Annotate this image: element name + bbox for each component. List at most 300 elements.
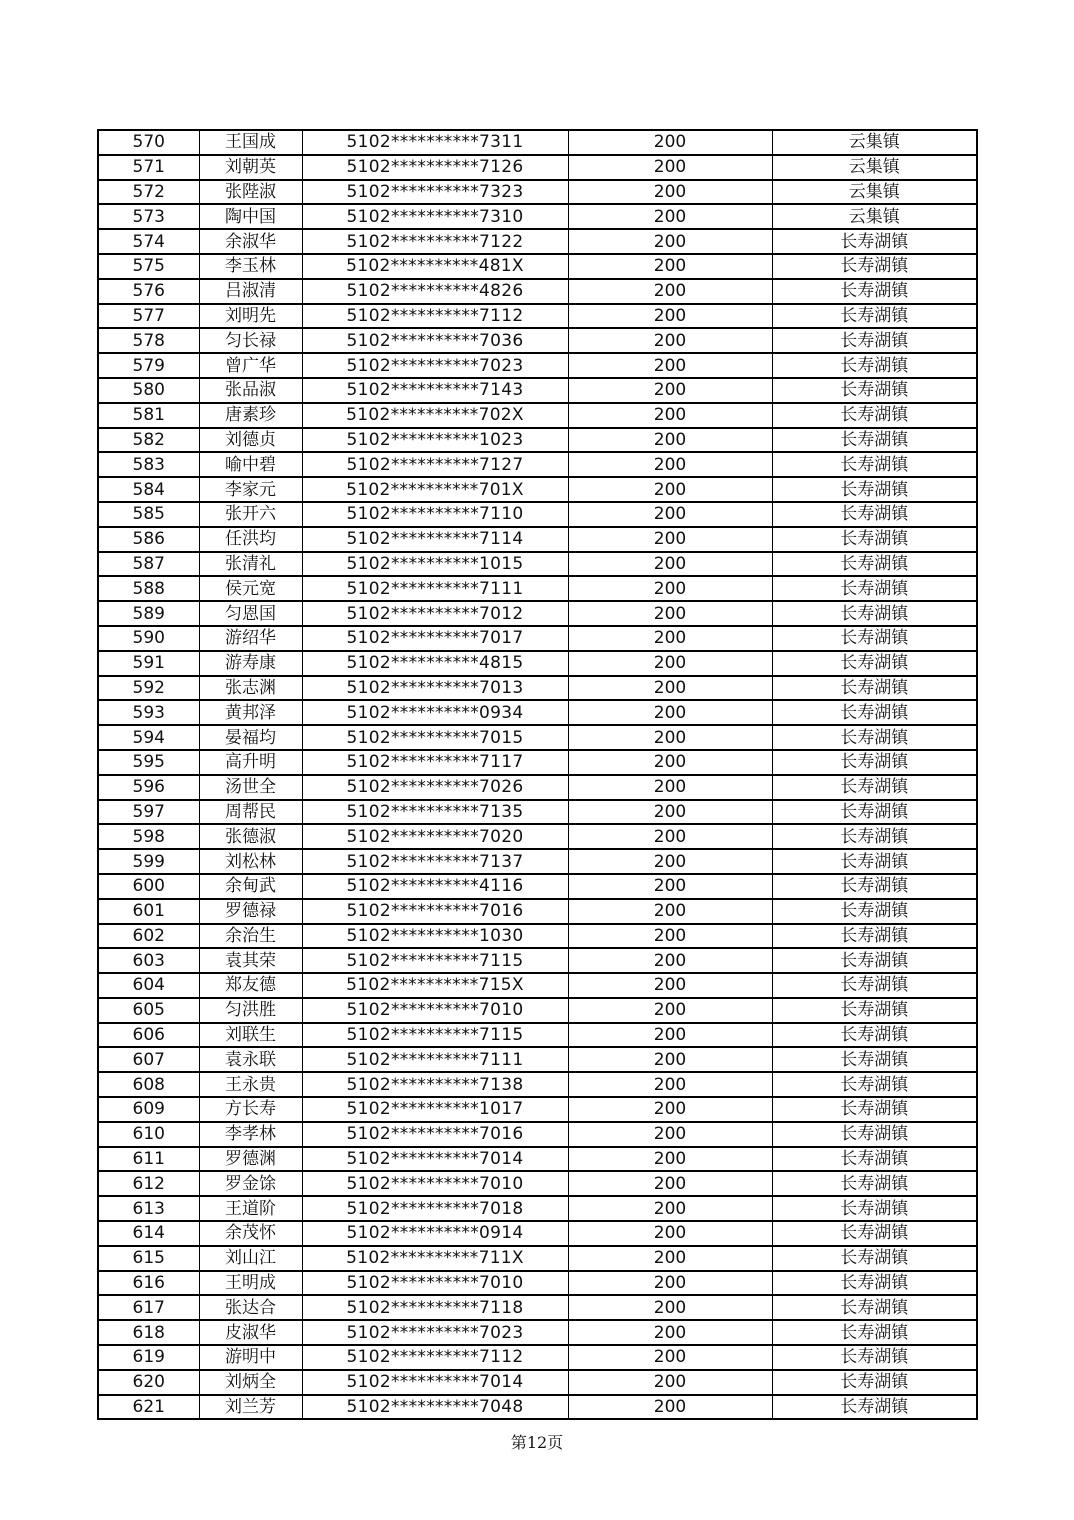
table-row — [98, 229, 977, 254]
amount-cell: 200 — [568, 1023, 772, 1048]
amount-cell: 200 — [568, 279, 772, 304]
name-cell: 喻中碧 — [199, 452, 302, 477]
amount-cell: 200 — [568, 651, 772, 676]
row-number-cell: 576 — [98, 279, 199, 304]
row-number-cell: 615 — [98, 1246, 199, 1271]
name-cell: 王明成 — [199, 1271, 302, 1296]
table-row — [98, 1122, 977, 1147]
name-cell: 袁永联 — [199, 1047, 302, 1072]
table-row — [98, 725, 977, 750]
town-cell: 长寿湖镇 — [772, 527, 977, 552]
town-cell: 云集镇 — [772, 204, 977, 229]
town-cell: 长寿湖镇 — [772, 700, 977, 725]
town-cell: 长寿湖镇 — [772, 1271, 977, 1296]
town-cell: 长寿湖镇 — [772, 403, 977, 428]
table-row — [98, 973, 977, 998]
row-number-cell: 609 — [98, 1097, 199, 1122]
town-cell: 长寿湖镇 — [772, 378, 977, 403]
row-number-cell: 616 — [98, 1271, 199, 1296]
row-number-cell: 585 — [98, 502, 199, 527]
id-number-cell: 5102**********7111 — [302, 576, 568, 601]
name-cell: 郑友德 — [199, 973, 302, 998]
row-number-cell: 598 — [98, 824, 199, 849]
table-row — [98, 155, 977, 180]
id-number-cell: 5102**********701X — [302, 477, 568, 502]
amount-cell: 200 — [568, 229, 772, 254]
table-row — [98, 254, 977, 279]
id-number-cell: 5102**********7012 — [302, 601, 568, 626]
town-cell: 长寿湖镇 — [772, 1370, 977, 1395]
id-number-cell: 5102**********7014 — [302, 1370, 568, 1395]
row-number-cell: 606 — [98, 1023, 199, 1048]
town-cell: 长寿湖镇 — [772, 279, 977, 304]
table-row — [98, 874, 977, 899]
table-row — [98, 700, 977, 725]
table-row — [98, 477, 977, 502]
id-number-cell: 5102**********7127 — [302, 452, 568, 477]
town-cell: 长寿湖镇 — [772, 1122, 977, 1147]
amount-cell: 200 — [568, 1097, 772, 1122]
amount-cell: 200 — [568, 973, 772, 998]
town-cell: 长寿湖镇 — [772, 1196, 977, 1221]
amount-cell: 200 — [568, 800, 772, 825]
id-number-cell: 5102**********7114 — [302, 527, 568, 552]
name-cell: 余淑华 — [199, 229, 302, 254]
id-number-cell: 5102**********7135 — [302, 800, 568, 825]
row-number-cell: 578 — [98, 328, 199, 353]
amount-cell: 200 — [568, 328, 772, 353]
row-number-cell: 575 — [98, 254, 199, 279]
amount-cell: 200 — [568, 155, 772, 180]
amount-cell: 200 — [568, 725, 772, 750]
town-cell: 长寿湖镇 — [772, 576, 977, 601]
id-number-cell: 5102**********7117 — [302, 750, 568, 775]
amount-cell: 200 — [568, 1246, 772, 1271]
id-number-cell: 5102**********7020 — [302, 824, 568, 849]
id-number-cell: 5102**********7137 — [302, 849, 568, 874]
table-row — [98, 378, 977, 403]
id-number-cell: 5102**********0914 — [302, 1221, 568, 1246]
table-row — [98, 527, 977, 552]
amount-cell: 200 — [568, 601, 772, 626]
row-number-cell: 614 — [98, 1221, 199, 1246]
name-cell: 高升明 — [199, 750, 302, 775]
table-row — [98, 1246, 977, 1271]
table-row — [98, 552, 977, 577]
name-cell: 黄邦泽 — [199, 700, 302, 725]
id-number-cell: 5102**********7010 — [302, 998, 568, 1023]
name-cell: 张品淑 — [199, 378, 302, 403]
id-number-cell: 5102**********7016 — [302, 1122, 568, 1147]
name-cell: 张开六 — [199, 502, 302, 527]
name-cell: 罗金馀 — [199, 1171, 302, 1196]
id-number-cell: 5102**********7010 — [302, 1171, 568, 1196]
name-cell: 游绍华 — [199, 626, 302, 651]
row-number-cell: 602 — [98, 924, 199, 949]
name-cell: 张志渊 — [199, 676, 302, 701]
id-number-cell: 5102**********7115 — [302, 1023, 568, 1048]
amount-cell: 200 — [568, 576, 772, 601]
row-number-cell: 594 — [98, 725, 199, 750]
amount-cell: 200 — [568, 700, 772, 725]
amount-cell: 200 — [568, 353, 772, 378]
row-number-cell: 619 — [98, 1345, 199, 1370]
name-cell: 袁其荣 — [199, 948, 302, 973]
town-cell: 长寿湖镇 — [772, 849, 977, 874]
row-number-cell: 599 — [98, 849, 199, 874]
town-cell: 长寿湖镇 — [772, 1147, 977, 1172]
amount-cell: 200 — [568, 1395, 772, 1420]
row-number-cell: 621 — [98, 1395, 199, 1420]
table-row — [98, 279, 977, 304]
town-cell: 长寿湖镇 — [772, 254, 977, 279]
row-number-cell: 617 — [98, 1295, 199, 1320]
table-row — [98, 601, 977, 626]
amount-cell: 200 — [568, 1345, 772, 1370]
name-cell: 任洪均 — [199, 527, 302, 552]
table-row — [98, 130, 977, 155]
name-cell: 刘山江 — [199, 1246, 302, 1271]
name-cell: 李孝林 — [199, 1122, 302, 1147]
id-number-cell: 5102**********7310 — [302, 204, 568, 229]
amount-cell: 200 — [568, 403, 772, 428]
table-row — [98, 750, 977, 775]
amount-cell: 200 — [568, 1147, 772, 1172]
row-number-cell: 573 — [98, 204, 199, 229]
name-cell: 晏福均 — [199, 725, 302, 750]
id-number-cell: 5102**********7126 — [302, 155, 568, 180]
amount-cell: 200 — [568, 502, 772, 527]
id-number-cell: 5102**********7048 — [302, 1395, 568, 1420]
id-number-cell: 5102**********4116 — [302, 874, 568, 899]
name-cell: 余治生 — [199, 924, 302, 949]
town-cell: 长寿湖镇 — [772, 775, 977, 800]
amount-cell: 200 — [568, 775, 772, 800]
row-number-cell: 586 — [98, 527, 199, 552]
table-row — [98, 1320, 977, 1345]
amount-cell: 200 — [568, 180, 772, 205]
id-number-cell: 5102**********7010 — [302, 1271, 568, 1296]
id-number-cell: 5102**********7013 — [302, 676, 568, 701]
amount-cell: 200 — [568, 552, 772, 577]
id-number-cell: 5102**********1015 — [302, 552, 568, 577]
town-cell: 长寿湖镇 — [772, 676, 977, 701]
id-number-cell: 5102**********7018 — [302, 1196, 568, 1221]
town-cell: 长寿湖镇 — [772, 1171, 977, 1196]
table-row — [98, 1370, 977, 1395]
row-number-cell: 581 — [98, 403, 199, 428]
name-cell: 余甸武 — [199, 874, 302, 899]
id-number-cell: 5102**********4826 — [302, 279, 568, 304]
id-number-cell: 5102**********7143 — [302, 378, 568, 403]
amount-cell: 200 — [568, 899, 772, 924]
table-row — [98, 1295, 977, 1320]
town-cell: 长寿湖镇 — [772, 1395, 977, 1420]
row-number-cell: 593 — [98, 700, 199, 725]
table-row — [98, 849, 977, 874]
id-number-cell: 5102**********7323 — [302, 180, 568, 205]
id-number-cell: 5102**********481X — [302, 254, 568, 279]
table-row — [98, 452, 977, 477]
name-cell: 王国成 — [199, 130, 302, 155]
table-row — [98, 626, 977, 651]
amount-cell: 200 — [568, 924, 772, 949]
row-number-cell: 583 — [98, 452, 199, 477]
table-body — [98, 130, 977, 1419]
name-cell: 李玉林 — [199, 254, 302, 279]
town-cell: 长寿湖镇 — [772, 800, 977, 825]
row-number-cell: 597 — [98, 800, 199, 825]
amount-cell: 200 — [568, 998, 772, 1023]
town-cell: 长寿湖镇 — [772, 1221, 977, 1246]
table-row — [98, 775, 977, 800]
row-number-cell: 607 — [98, 1047, 199, 1072]
id-number-cell: 5102**********7014 — [302, 1147, 568, 1172]
town-cell: 长寿湖镇 — [772, 626, 977, 651]
amount-cell: 200 — [568, 626, 772, 651]
id-number-cell: 5102**********7023 — [302, 1320, 568, 1345]
town-cell: 长寿湖镇 — [772, 824, 977, 849]
amount-cell: 200 — [568, 750, 772, 775]
id-number-cell: 5102**********7110 — [302, 502, 568, 527]
name-cell: 游明中 — [199, 1345, 302, 1370]
id-number-cell: 5102**********1023 — [302, 428, 568, 453]
town-cell: 长寿湖镇 — [772, 725, 977, 750]
row-number-cell: 610 — [98, 1122, 199, 1147]
row-number-cell: 608 — [98, 1072, 199, 1097]
amount-cell: 200 — [568, 1122, 772, 1147]
name-cell: 刘炳全 — [199, 1370, 302, 1395]
table-row — [98, 1147, 977, 1172]
id-number-cell: 5102**********7015 — [302, 725, 568, 750]
id-number-cell: 5102**********7023 — [302, 353, 568, 378]
town-cell: 长寿湖镇 — [772, 924, 977, 949]
amount-cell: 200 — [568, 254, 772, 279]
amount-cell: 200 — [568, 304, 772, 329]
amount-cell: 200 — [568, 1171, 772, 1196]
name-cell: 吕淑清 — [199, 279, 302, 304]
id-number-cell: 5102**********7118 — [302, 1295, 568, 1320]
id-number-cell: 5102**********7111 — [302, 1047, 568, 1072]
town-cell: 长寿湖镇 — [772, 1072, 977, 1097]
row-number-cell: 613 — [98, 1196, 199, 1221]
row-number-cell: 580 — [98, 378, 199, 403]
name-cell: 匀长禄 — [199, 328, 302, 353]
row-number-cell: 572 — [98, 180, 199, 205]
row-number-cell: 577 — [98, 304, 199, 329]
row-number-cell: 603 — [98, 948, 199, 973]
row-number-cell: 591 — [98, 651, 199, 676]
town-cell: 长寿湖镇 — [772, 1320, 977, 1345]
name-cell: 刘松林 — [199, 849, 302, 874]
name-cell: 曾广华 — [199, 353, 302, 378]
name-cell: 唐素珍 — [199, 403, 302, 428]
amount-cell: 200 — [568, 1047, 772, 1072]
amount-cell: 200 — [568, 1196, 772, 1221]
table-row — [98, 800, 977, 825]
id-number-cell: 5102**********711X — [302, 1246, 568, 1271]
row-number-cell: 592 — [98, 676, 199, 701]
table-row — [98, 328, 977, 353]
table-row — [98, 899, 977, 924]
table-row — [98, 1047, 977, 1072]
town-cell: 长寿湖镇 — [772, 998, 977, 1023]
town-cell: 长寿湖镇 — [772, 328, 977, 353]
row-number-cell: 590 — [98, 626, 199, 651]
table-row — [98, 1023, 977, 1048]
row-number-cell: 620 — [98, 1370, 199, 1395]
amount-cell: 200 — [568, 1221, 772, 1246]
name-cell: 皮淑华 — [199, 1320, 302, 1345]
name-cell: 刘朝英 — [199, 155, 302, 180]
name-cell: 刘明先 — [199, 304, 302, 329]
table-row — [98, 824, 977, 849]
name-cell: 王永贵 — [199, 1072, 302, 1097]
name-cell: 游寿康 — [199, 651, 302, 676]
town-cell: 长寿湖镇 — [772, 874, 977, 899]
row-number-cell: 604 — [98, 973, 199, 998]
row-number-cell: 571 — [98, 155, 199, 180]
table-row — [98, 651, 977, 676]
town-cell: 长寿湖镇 — [772, 948, 977, 973]
name-cell: 罗德禄 — [199, 899, 302, 924]
id-number-cell: 5102**********4815 — [302, 651, 568, 676]
town-cell: 云集镇 — [772, 155, 977, 180]
id-number-cell: 5102**********7112 — [302, 304, 568, 329]
name-cell: 匀恩国 — [199, 601, 302, 626]
name-cell: 周帮民 — [199, 800, 302, 825]
id-number-cell: 5102**********715X — [302, 973, 568, 998]
amount-cell: 200 — [568, 948, 772, 973]
amount-cell: 200 — [568, 824, 772, 849]
amount-cell: 200 — [568, 1320, 772, 1345]
amount-cell: 200 — [568, 527, 772, 552]
id-number-cell: 5102**********1030 — [302, 924, 568, 949]
table-row — [98, 924, 977, 949]
town-cell: 长寿湖镇 — [772, 452, 977, 477]
row-number-cell: 584 — [98, 477, 199, 502]
table-row — [98, 502, 977, 527]
id-number-cell: 5102**********7016 — [302, 899, 568, 924]
name-cell: 余茂怀 — [199, 1221, 302, 1246]
amount-cell: 200 — [568, 676, 772, 701]
table-row — [98, 180, 977, 205]
town-cell: 长寿湖镇 — [772, 229, 977, 254]
table-row — [98, 1171, 977, 1196]
town-cell: 长寿湖镇 — [772, 651, 977, 676]
name-cell: 张清礼 — [199, 552, 302, 577]
town-cell: 长寿湖镇 — [772, 1295, 977, 1320]
id-number-cell: 5102**********7112 — [302, 1345, 568, 1370]
table-row — [98, 1221, 977, 1246]
table-row — [98, 1097, 977, 1122]
id-number-cell: 5102**********7122 — [302, 229, 568, 254]
amount-cell: 200 — [568, 378, 772, 403]
id-number-cell: 5102**********7138 — [302, 1072, 568, 1097]
row-number-cell: 589 — [98, 601, 199, 626]
row-number-cell: 618 — [98, 1320, 199, 1345]
town-cell: 长寿湖镇 — [772, 428, 977, 453]
row-number-cell: 601 — [98, 899, 199, 924]
town-cell: 长寿湖镇 — [772, 750, 977, 775]
table-row — [98, 428, 977, 453]
row-number-cell: 595 — [98, 750, 199, 775]
table-row — [98, 676, 977, 701]
row-number-cell: 600 — [98, 874, 199, 899]
table-row — [98, 353, 977, 378]
name-cell: 刘联生 — [199, 1023, 302, 1048]
name-cell: 汤世全 — [199, 775, 302, 800]
name-cell: 李家元 — [199, 477, 302, 502]
town-cell: 长寿湖镇 — [772, 353, 977, 378]
row-number-cell: 611 — [98, 1147, 199, 1172]
town-cell: 长寿湖镇 — [772, 1345, 977, 1370]
amount-cell: 200 — [568, 1370, 772, 1395]
town-cell: 长寿湖镇 — [772, 502, 977, 527]
name-cell: 刘德贞 — [199, 428, 302, 453]
id-number-cell: 5102**********0934 — [302, 700, 568, 725]
table-row — [98, 576, 977, 601]
id-number-cell: 5102**********7311 — [302, 130, 568, 155]
amount-cell: 200 — [568, 874, 772, 899]
table-row — [98, 948, 977, 973]
table-row — [98, 1271, 977, 1296]
town-cell: 云集镇 — [772, 130, 977, 155]
row-number-cell: 587 — [98, 552, 199, 577]
id-number-cell: 5102**********702X — [302, 403, 568, 428]
name-cell: 张陛淑 — [199, 180, 302, 205]
id-number-cell: 5102**********7017 — [302, 626, 568, 651]
amount-cell: 200 — [568, 1295, 772, 1320]
amount-cell: 200 — [568, 1271, 772, 1296]
town-cell: 长寿湖镇 — [772, 1023, 977, 1048]
table-row — [98, 204, 977, 229]
name-cell: 张德淑 — [199, 824, 302, 849]
name-cell: 王道阶 — [199, 1196, 302, 1221]
row-number-cell: 579 — [98, 353, 199, 378]
id-number-cell: 5102**********7026 — [302, 775, 568, 800]
town-cell: 长寿湖镇 — [772, 1047, 977, 1072]
name-cell: 匀洪胜 — [199, 998, 302, 1023]
row-number-cell: 574 — [98, 229, 199, 254]
id-number-cell: 5102**********7036 — [302, 328, 568, 353]
amount-cell: 200 — [568, 849, 772, 874]
name-cell: 刘兰芳 — [199, 1395, 302, 1420]
row-number-cell: 588 — [98, 576, 199, 601]
row-number-cell: 596 — [98, 775, 199, 800]
town-cell: 云集镇 — [772, 180, 977, 205]
table-row — [98, 1345, 977, 1370]
name-cell: 罗德渊 — [199, 1147, 302, 1172]
name-cell: 陶中国 — [199, 204, 302, 229]
beneficiary-table — [97, 129, 978, 1420]
amount-cell: 200 — [568, 1072, 772, 1097]
table-row — [98, 998, 977, 1023]
town-cell: 长寿湖镇 — [772, 1097, 977, 1122]
amount-cell: 200 — [568, 130, 772, 155]
table-row — [98, 304, 977, 329]
table-row — [98, 1395, 977, 1420]
town-cell: 长寿湖镇 — [772, 899, 977, 924]
table-row — [98, 1196, 977, 1221]
name-cell: 侯元宽 — [199, 576, 302, 601]
town-cell: 长寿湖镇 — [772, 1246, 977, 1271]
name-cell: 张达合 — [199, 1295, 302, 1320]
town-cell: 长寿湖镇 — [772, 304, 977, 329]
town-cell: 长寿湖镇 — [772, 552, 977, 577]
amount-cell: 200 — [568, 452, 772, 477]
amount-cell: 200 — [568, 204, 772, 229]
